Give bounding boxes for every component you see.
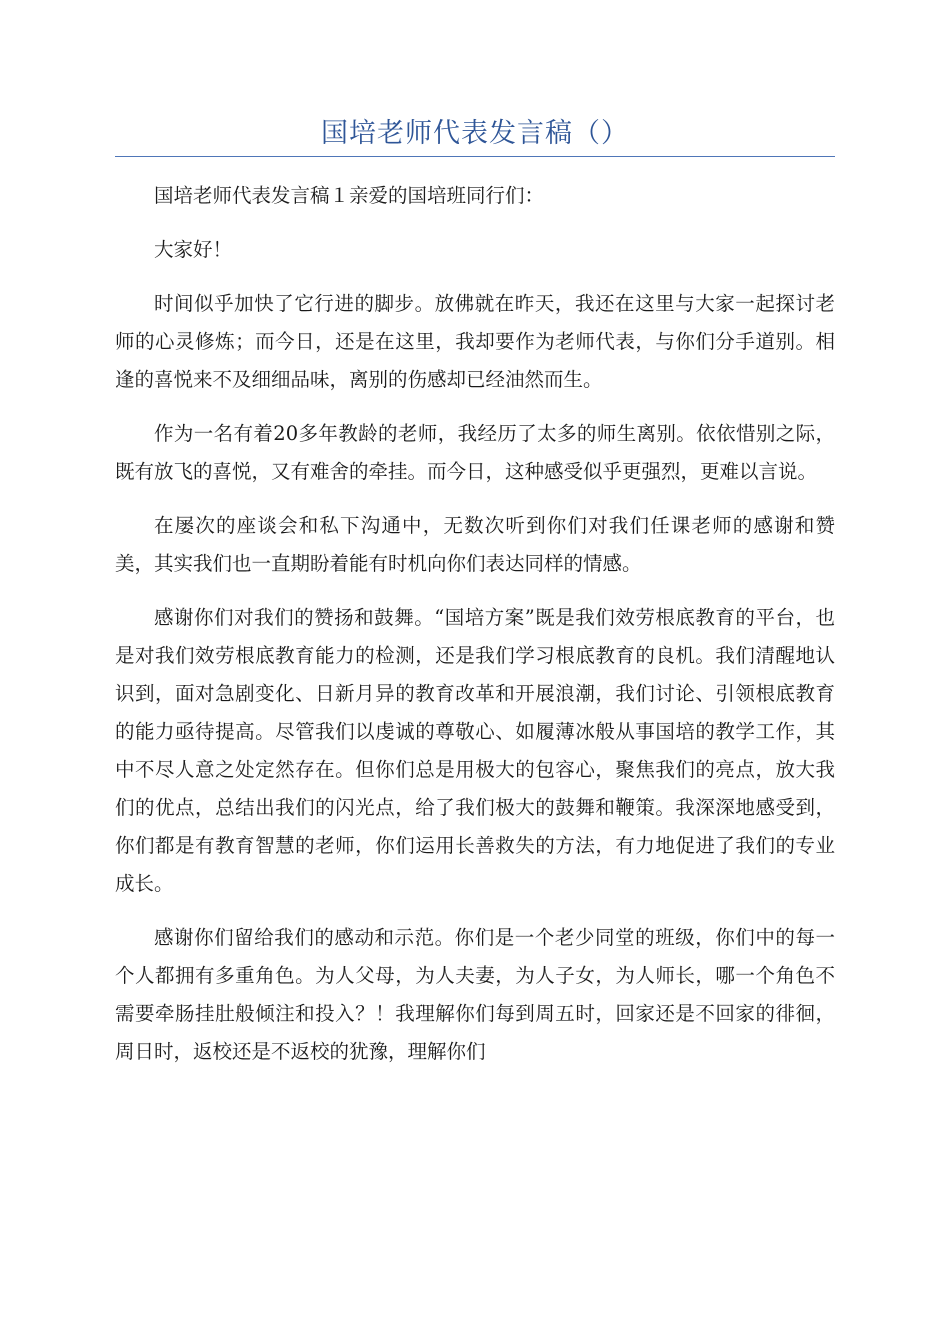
paragraph-greeting-line: 国培老师代表发言稿１亲爱的国培班同行们： — [154, 184, 545, 207]
paragraph: 时间似乎加快了它行进的脚步。放佛就在昨天，我还在这里与大家一起探讨老师的心灵修炼；而今日，还是在这里，我却要作为老师代表，与你们分手道别。相逢的喜悦来不及细细品味，离别的伤感却已经油然而生。 — [115, 292, 835, 391]
paragraph: 感谢你们留给我们的感动和示范。你们是一个老少同堂的班级，你们中的每一个人都拥有多重角色。为人父母，为人夫妻，为人子女，为人师长，哪一个角色不需要牵肠挂肚般倾注和投入？！我理解你们每到周五时，回家还是不回家的徘徊，周日时，返校还是不返校的犹豫，理解你们 — [115, 926, 835, 1063]
paragraph: 在屡次的座谈会和私下沟通中，无数次听到你们对我们任课老师的感谢和赞美，其实我们也一直期盼着能有时机向你们表达同样的情感。 — [115, 514, 835, 575]
document-page — [115, 0, 835, 1087]
paragraph-hello: 大家好！ — [154, 238, 233, 261]
paragraph: 作为一名有着20多年教龄的老师，我经历了太多的师生离别。依依惜别之际，既有放飞的喜悦，又有难舍的牵挂。而今日，这种感受似乎更强烈，更难以言说。 — [115, 422, 835, 483]
document-body — [115, 177, 835, 1071]
title-underline — [115, 156, 835, 157]
document-title: 国培老师代表发言稿（） — [321, 118, 629, 149]
paragraph: 感谢你们对我们的赞扬和鼓舞。“国培方案”既是我们效劳根底教育的平台，也是对我们效劳根底教育能力的检测，还是我们学习根底教育的良机。我们清醒地认识到，面对急剧变化、日新月异的教育改革和开展浪潮，我们讨论、引领根底教育的能力亟待提高。尽管我们以虔诚的尊敬心、如履薄冰般从事国培的教学工作，其中不尽人意之处定然存在。但你们总是用极大的包容心，聚焦我们的亮点，放大我们的优点，总结出我们的闪光点，给了我们极大的鼓舞和鞭策。我深深地感受到，你们都是有教育智慧的老师，你们运用长善救失的方法，有力地促进了我们的专业成长。 — [115, 606, 835, 895]
